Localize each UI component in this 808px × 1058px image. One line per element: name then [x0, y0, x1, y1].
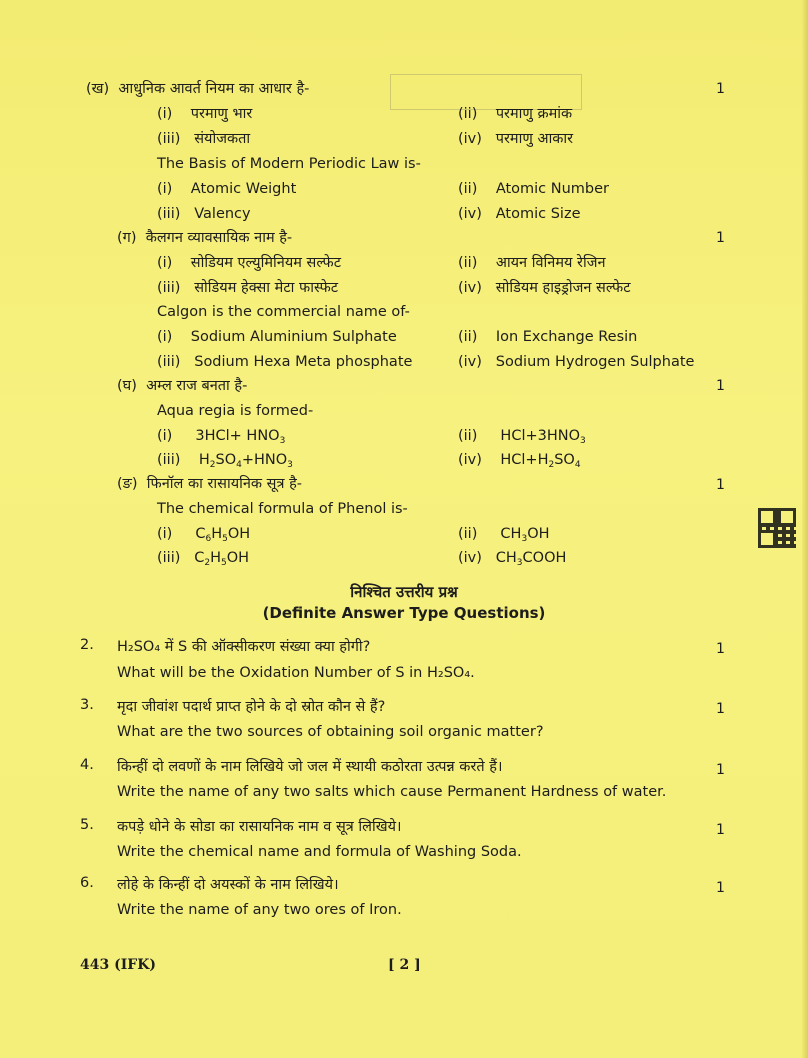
qr-code	[758, 508, 796, 548]
q5-english: Write the chemical name and formula of Washing Soda.	[117, 844, 522, 860]
q1-ga-en-option-3: (iii) Sodium Hexa Meta phosphate	[157, 354, 413, 370]
q4-number: 4.	[80, 757, 94, 773]
q1-kha-mark: 1	[716, 81, 725, 97]
qr-finder-top-left	[758, 508, 776, 526]
q1-gha-hindi: (घ) अम्ल राज बनता है-	[117, 378, 248, 394]
q1-ng-hindi: (ङ) फिनॉल का रासायनिक सूत्र है-	[117, 476, 303, 492]
q1-kha-hi-option-2: (ii) परमाणु क्रमांक	[458, 106, 573, 122]
q1-ng-option-3: (iii) $C_2H_5OH$	[157, 550, 250, 568]
section-title-hindi: निश्चित उत्तरीय प्रश्न	[350, 583, 458, 601]
q1-gha-option-3: (iii) $H_2SO_4+HNO_3$	[157, 452, 293, 470]
q1-kha-en-option-1: (i) Atomic Weight	[157, 181, 297, 197]
q1-kha-en-question: The Basis of Modern Periodic Law is-	[157, 156, 421, 172]
q5-mark: 1	[716, 822, 725, 838]
q1-ga-hindi: (ग) कैलगन व्यावसायिक नाम है-	[117, 230, 293, 246]
page-edge-shadow	[802, 0, 808, 1058]
q1-kha-en-option-3: (iii) Valency	[157, 206, 251, 222]
q2-english: What will be the Oxidation Number of S in H₂SO₄.	[117, 665, 475, 681]
q6-english: Write the name of any two ores of Iron.	[117, 902, 402, 918]
qr-finder-bottom-left	[758, 530, 776, 548]
q1-kha-hi-option-3: (iii) संयोजकता	[157, 131, 251, 147]
q1-kha-en-option-4: (iv) Atomic Size	[458, 206, 581, 222]
q2-mark: 1	[716, 641, 725, 657]
section-title-english: (Definite Answer Type Questions)	[262, 604, 546, 622]
q1-ga-en-option-4: (iv) Sodium Hydrogen Sulphate	[458, 354, 695, 370]
q6-number: 6.	[80, 875, 94, 891]
q2-hindi: H₂SO₄ में S की ऑक्सीकरण संख्या क्या होगी?	[117, 639, 371, 655]
q1-ng-option-2: (ii) $CH_3OH$	[458, 526, 550, 544]
q1-kha-hi-option-1: (i) परमाणु भार	[157, 106, 253, 122]
page-number: [ 2 ]	[388, 957, 421, 973]
q1-ga-en-option-2: (ii) Ion Exchange Resin	[458, 329, 638, 345]
q1-ng-en-question: The chemical formula of Phenol is-	[157, 501, 408, 517]
q1-ga-hi-option-3: (iii) सोडियम हेक्सा मेटा फास्फेट	[157, 280, 339, 296]
q1-ng-option-1: (i) $C_6H_5OH$	[157, 526, 251, 544]
q3-hindi: मृदा जीवांश पदार्थ प्राप्त होने के दो स्रोत कौन से हैं?	[117, 699, 386, 715]
qr-finder-top-right	[778, 508, 796, 526]
q4-english: Write the name of any two salts which cause Permanent Hardness of water.	[117, 784, 667, 800]
q1-gha-en-question: Aqua regia is formed-	[157, 403, 314, 419]
q5-hindi: कपड़े धोने के सोडा का रासायनिक नाम व सूत्र लिखिये।	[117, 819, 402, 835]
q1-ga-hi-option-2: (ii) आयन विनिमय रेजिन	[458, 255, 606, 271]
q6-hindi: लोहे के किन्हीं दो अयस्कों के नाम लिखिये।	[117, 877, 339, 893]
q6-mark: 1	[716, 880, 725, 896]
q3-number: 3.	[80, 697, 94, 713]
paper-code: 443 (IFK)	[80, 957, 157, 973]
q1-ng-option-4: (iv) $CH_3COOH$	[458, 550, 567, 568]
q1-ga-en-option-1: (i) Sodium Aluminium Sulphate	[157, 329, 397, 345]
q1-kha-hi-option-4: (iv) परमाणु आकार	[458, 131, 574, 147]
q1-gha-option-1: (i) $3HCl+ HNO_3$	[157, 428, 286, 446]
q1-kha-hindi: (ख) आधुनिक आवर्त नियम का आधार है-	[86, 81, 310, 97]
q3-mark: 1	[716, 701, 725, 717]
q1-gha-mark: 1	[716, 378, 725, 394]
q1-ga-hi-option-4: (iv) सोडियम हाइड्रोजन सल्फेट	[458, 280, 631, 296]
q4-mark: 1	[716, 762, 725, 778]
q3-english: What are the two sources of obtaining soil organic matter?	[117, 724, 544, 740]
q1-ga-mark: 1	[716, 230, 725, 246]
q1-gha-option-2: (ii) $HCl+3HNO_3$	[458, 428, 586, 446]
q2-number: 2.	[80, 637, 94, 653]
q1-gha-option-4: (iv) $HCl+H_2SO_4$	[458, 452, 581, 470]
q1-kha-en-option-2: (ii) Atomic Number	[458, 181, 610, 197]
q1-ga-hi-option-1: (i) सोडियम एल्युमिनियम सल्फेट	[157, 255, 342, 271]
q1-ng-mark: 1	[716, 477, 725, 493]
q4-hindi: किन्हीं दो लवणों के नाम लिखिये जो जल में स्थायी कठोरता उत्पन्न करते हैं।	[117, 759, 503, 775]
q1-ga-en-question: Calgon is the commercial name of-	[157, 304, 410, 320]
q5-number: 5.	[80, 817, 94, 833]
